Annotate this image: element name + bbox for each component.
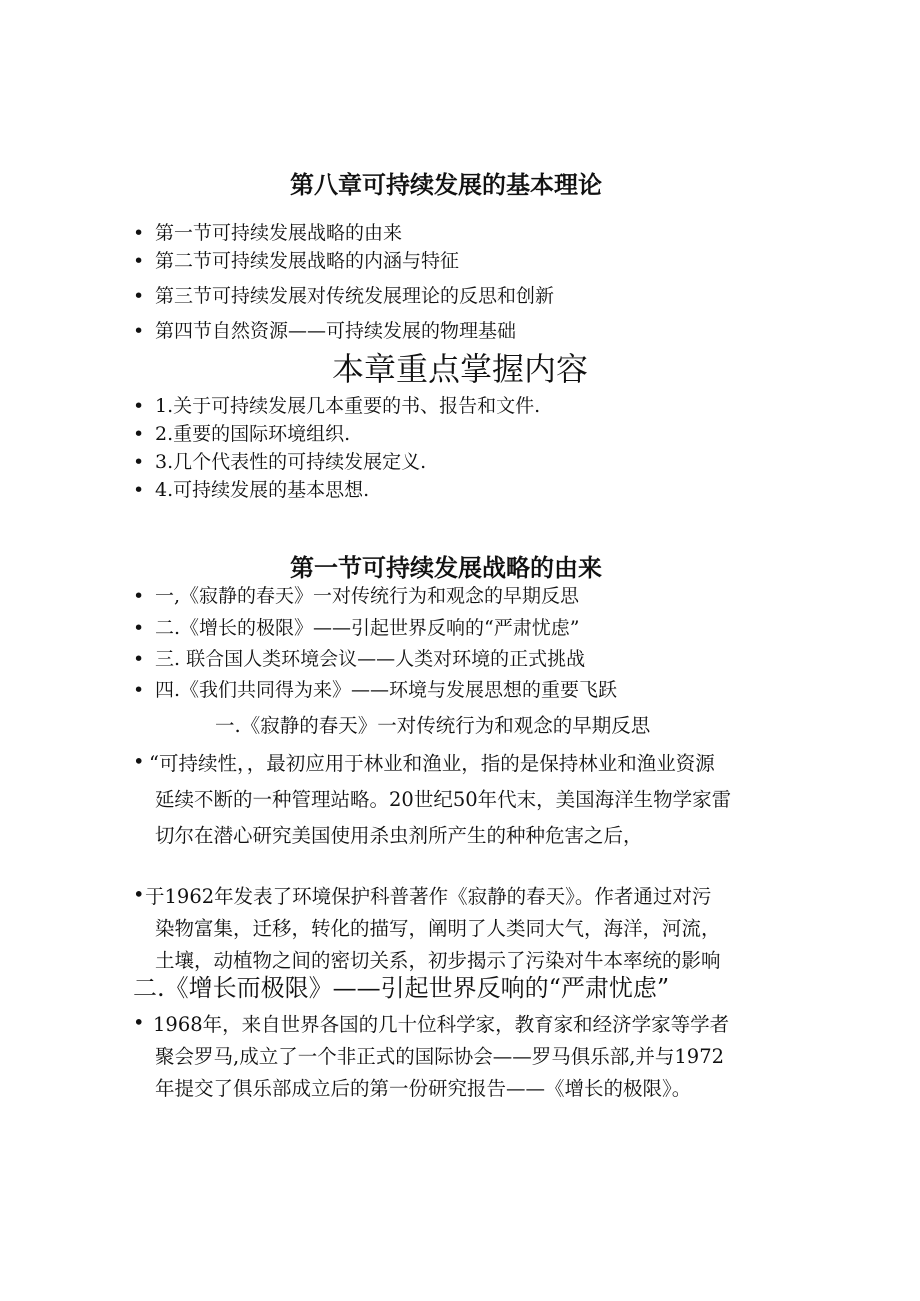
bullet-icon: • [133, 617, 145, 639]
key-point [133, 423, 350, 445]
bullet-icon: • [133, 285, 145, 307]
section-item [133, 585, 579, 607]
bullet-icon: • [133, 1011, 145, 1034]
bullet-icon: • [133, 320, 145, 342]
key-point-text: 3.几个代表性的可持续发展定义. [155, 451, 427, 473]
section-item [133, 679, 617, 701]
bullet-icon: • [133, 585, 145, 607]
paragraph-line: 1968年，来自世界各国的几十位科学家，教育家和经济学家等学者 [153, 1013, 730, 1036]
section-item-text: 四.《我们共同得为来》——环境与发展思想的重要飞跃 [155, 679, 618, 701]
key-point-text: 4.可持续发展的基本思想. [155, 479, 370, 501]
bullet-icon: • [133, 479, 145, 501]
section-item-text: 一,《寂静的春天》一对传统行为和观念的早期反思 [155, 585, 580, 607]
toc-item-text: 第一节可持续发展战略的由来 [155, 222, 403, 244]
key-point-text: 1.关于可持续发展几本重要的书、报告和文件. [155, 395, 541, 417]
chapter-title: 第八章可持续发展的基本理论 [290, 171, 602, 199]
section-item [133, 648, 585, 670]
toc-item-text: 第三节可持续发展对传统发展理论的反思和创新 [155, 285, 555, 307]
bullet-icon: • [133, 883, 145, 906]
bullet-icon: • [133, 222, 145, 244]
toc-item [133, 320, 516, 342]
paragraph-line: 土壤，动植物之间的密切关系，初步揭示了污染对牛本率统的影响 [155, 949, 721, 972]
toc-item-text: 第二节可持续发展战略的内涵与特征 [155, 250, 460, 272]
paragraph-line: 染物富集，迁移，转化的描写，阐明了人类同大气，海洋，河流， [155, 917, 721, 940]
key-point [133, 395, 540, 417]
paragraph-line: 聚会罗马,成立了一个非正式的国际协会——罗马俱乐部,并与1972 [155, 1045, 725, 1068]
subsection-title: 一.《寂静的春天》一对传统行为和观念的早期反思 [215, 714, 651, 737]
toc-item-text: 第四节自然资源——可持续发展的物理基础 [155, 320, 517, 342]
bullet-icon: • [133, 648, 145, 670]
bullet-icon: • [133, 395, 145, 417]
key-point-text: 2.重要的国际环境组织. [155, 423, 351, 445]
bullet-icon: • [133, 451, 145, 473]
section-item-text: 二.《增长的极限》——引起世界反响的“严肃忧虑” [155, 617, 580, 639]
paragraph-line: “可持续性，，最初应用于林业和渔业，指的是保持林业和渔业资源 [149, 752, 715, 775]
paragraph-line: 于1962年发表了环境保护科普著作《寂静的春天》。作者通过对污 [145, 885, 712, 908]
bullet-icon: • [133, 250, 145, 272]
paragraph-line: 切尔在潜心研究美国使用杀虫剂所产生的种种危害之后， [155, 824, 643, 847]
bullet-icon: • [133, 679, 145, 701]
key-point [133, 451, 426, 473]
paragraph-line: 年提交了俱乐部成立后的第一份研究报告——《增长的极限》。 [155, 1077, 692, 1100]
key-heading: 本章重点掌握内容 [332, 350, 589, 388]
bullet-icon: • [133, 423, 145, 445]
section-item [133, 617, 579, 639]
toc-item [133, 250, 459, 272]
toc-item [133, 285, 554, 307]
section-title: 第一节可持续发展战略的由来 [290, 554, 602, 582]
subsection-title: 二.《增长而极限》——引起世界反响的“严肃忧虑” [133, 974, 670, 1002]
toc-item [133, 222, 402, 244]
key-point [133, 479, 369, 501]
paragraph-line: 延续不断的一种管理站略。20世纪50年代末，美国海洋生物学家雷 [155, 788, 732, 811]
bullet-icon: • [133, 750, 145, 773]
section-item-text: 三. 联合国人类环境会议——人类对环境的正式挑战 [155, 648, 586, 670]
